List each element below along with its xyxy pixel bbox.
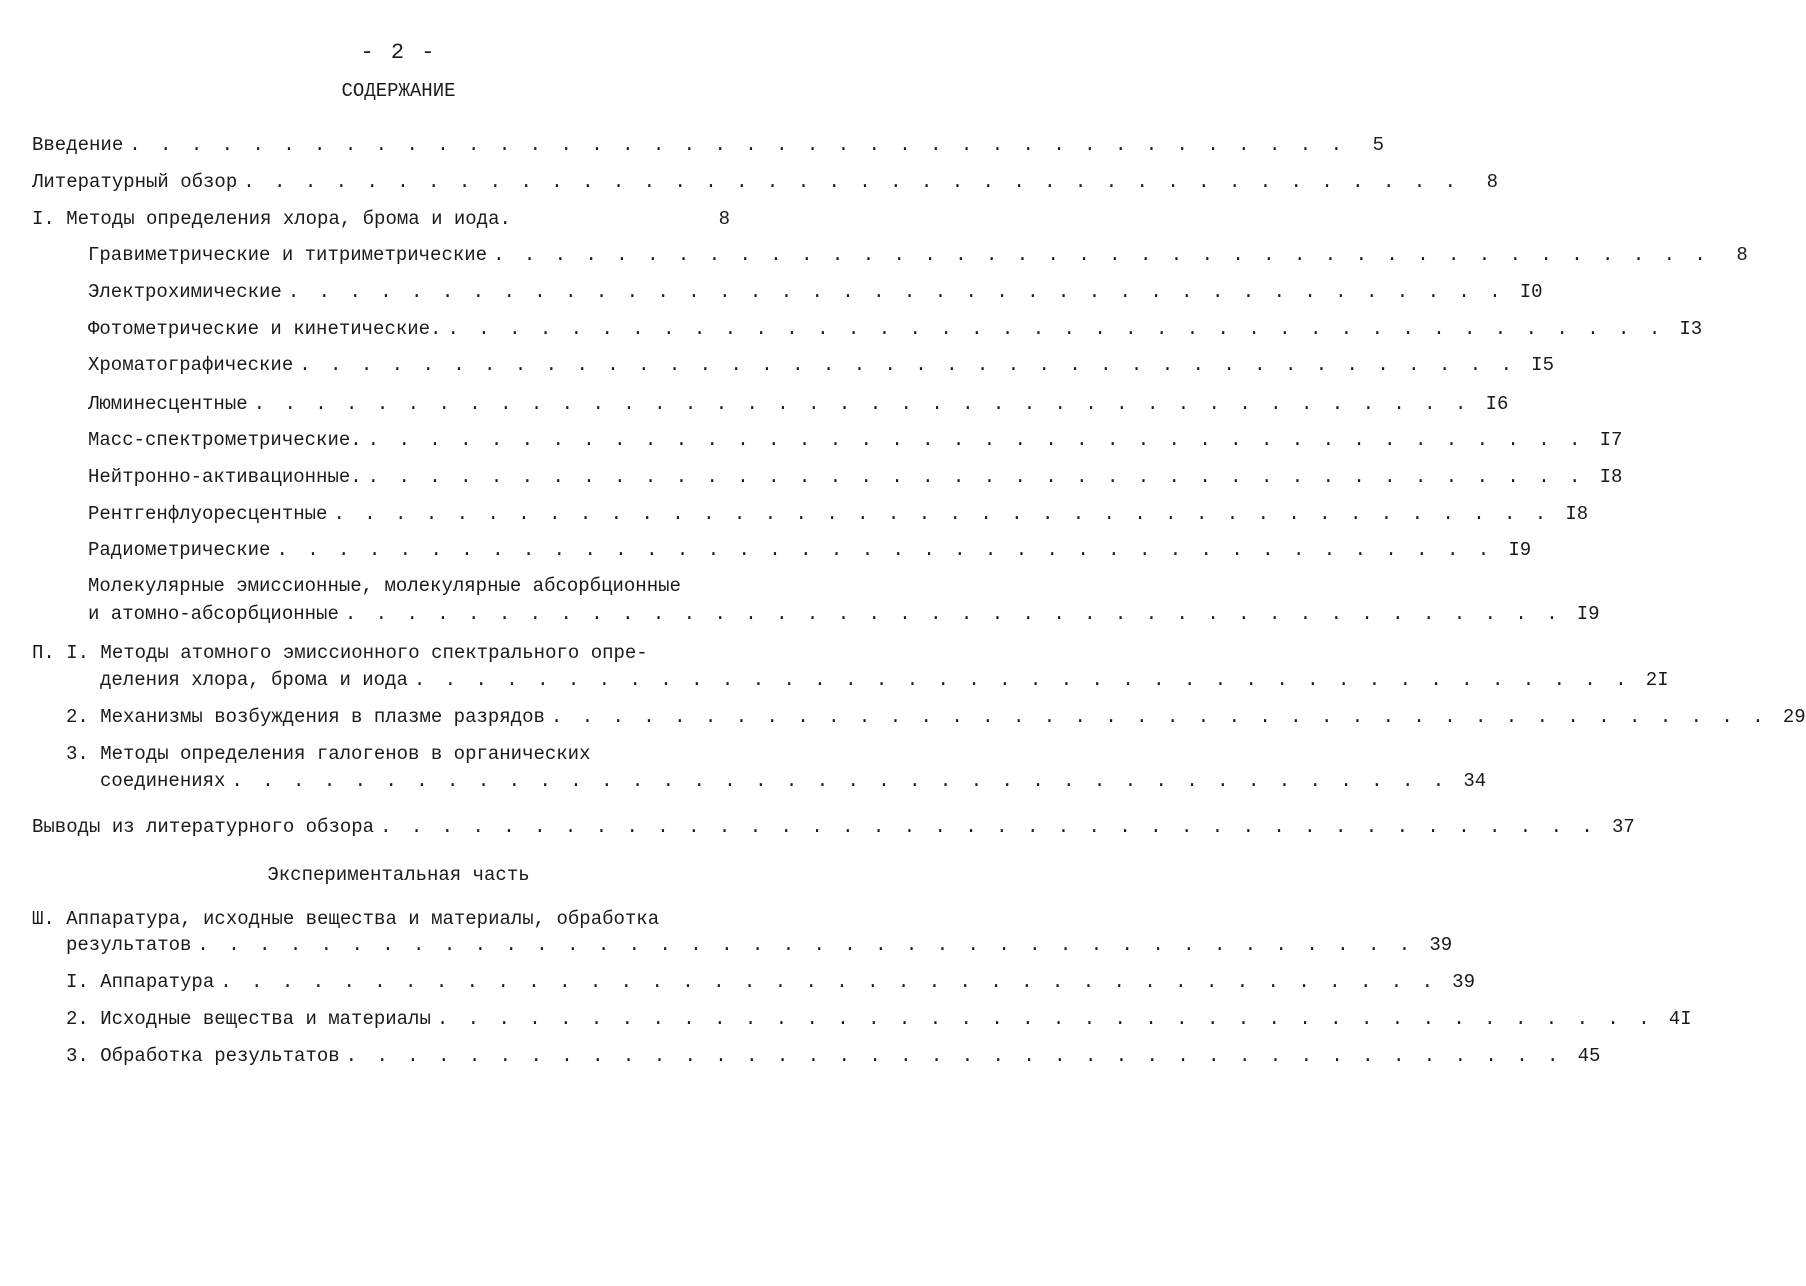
dot-leader: . . . . . . . . . . . . . . . . . . . . . . . . . . . . . . . . . . . . . . . . xyxy=(197,934,1415,956)
toc-entry-label: Масс-спектрометрические. xyxy=(88,429,362,451)
toc-entry-intro xyxy=(32,134,1384,160)
toc-subentry xyxy=(66,971,1475,997)
dot-leader: . . . . . . . . . . . . . . . . . . . . . . . . . . . . . . . . . . . . . . . . xyxy=(367,429,1585,451)
dot-leader: . . . . . . . . . . . . . . . . . . . . . . . . . . . . . . . . . . . . . . . . xyxy=(243,171,1460,193)
toc-entry-page: 5 xyxy=(1372,134,1384,156)
toc-entry-label: 3. Обработка результатов xyxy=(66,1045,340,1067)
toc-subentry xyxy=(88,539,1532,565)
dot-leader: . . . . . . . . . . . . . . . . . . . . . . . . . . . . . . . . . . . . . . . . xyxy=(413,669,1631,691)
dot-leader: . . . . . . . . . . . . . . . . . . . . . . . . . . . . . . . . . . . . . . . . xyxy=(367,466,1585,488)
toc-entry-label: Литературный обзор xyxy=(32,171,238,193)
dot-leader: . . . . . . . . . . . . . . . . . . . . . . . . . . . . . . . . . . . . . . . . xyxy=(220,971,1437,993)
toc-entry-chapter-2-3 xyxy=(100,770,1487,796)
toc-entry-page: 8 xyxy=(718,208,730,230)
dot-leader: . . . . . . . . . . . . . . . . . . . . . . . . . . . . . . . . . . . . . . . . xyxy=(299,354,1516,376)
dot-leader: . . . . . . . . . . . . . . . . . . . . . . . . . . . . . . . . . . . . . . . . xyxy=(333,503,1551,525)
toc-entry-page: I0 xyxy=(1519,281,1543,303)
toc-entry-label: Выводы из литературного обзора xyxy=(32,816,375,838)
toc-entry-line: Молекулярные эмиссионные, молекулярные абсорбционные xyxy=(88,575,681,597)
toc-entry-chapter-2-1 xyxy=(100,669,1669,695)
toc-entry-line: П. I. Методы атомного эмиссионного спектрального опре- xyxy=(32,642,648,664)
toc-entry-page: I7 xyxy=(1599,429,1623,451)
toc-subentry-molecular xyxy=(88,603,1600,629)
toc-subentry xyxy=(66,1008,1692,1034)
toc-entry-label: результатов xyxy=(66,934,192,956)
toc-entry-label: I. Аппаратура xyxy=(66,971,215,993)
dot-leader: . . . . . . . . . . . . . . . . . . . . . . . . . . . . . . . . . . . . . . . . xyxy=(550,706,1768,728)
toc-entry-label: 2. Исходные вещества и материалы xyxy=(66,1008,431,1030)
toc-entry-page: 39 xyxy=(1429,934,1453,956)
page-number: - 2 - xyxy=(360,40,437,65)
toc-entry-page: 4I xyxy=(1668,1008,1692,1030)
toc-entry-page: 34 xyxy=(1463,770,1487,792)
toc-entry-label: Люминесцентные xyxy=(88,393,248,415)
toc-entry-lit-review xyxy=(32,171,1498,197)
dot-leader: . . . . . . . . . . . . . . . . . . . . . . . . . . . . . . . . . . . . . . . . xyxy=(253,393,1471,415)
toc-entry-page: I3 xyxy=(1679,318,1703,340)
dot-leader: . . . . . . . . . . . . . . . . . . . . . . . . . . . . . . . . . . . . . . . . xyxy=(129,134,1346,156)
toc-entry-page: I6 xyxy=(1485,393,1509,415)
toc-entry-label: Хроматографические xyxy=(88,354,294,376)
toc-entry-label: Введение xyxy=(32,134,124,156)
dot-leader: . . . . . . . . . . . . . . . . . . . . . . . . . . . . . . . . . . . . . . . . xyxy=(436,1008,1654,1030)
toc-entry-page: I5 xyxy=(1531,354,1554,376)
toc-entry-label: соединениях xyxy=(100,770,226,792)
toc-entry-page: 8 xyxy=(1736,244,1748,266)
toc-subentry xyxy=(66,1045,1601,1071)
dot-leader: . . . . . . . . . . . . . . . . . . . . . . . . . . . . . . . . . . . . . . . . xyxy=(447,318,1665,340)
toc-entry-chapter-3 xyxy=(66,934,1453,960)
toc-subentry xyxy=(88,393,1509,419)
section-heading-experimental: Экспериментальная часть xyxy=(267,864,530,886)
toc-subentry xyxy=(88,429,1623,455)
toc-entry-conclusions xyxy=(32,816,1635,842)
dot-leader: . . . . . . . . . . . . . . . . . . . . . . . . . . . . . . . . . . . . . . . . xyxy=(287,281,1505,303)
dot-leader: . . . . . . . . . . . . . . . . . . . . . . . . . . . . . . . . . . . . . . . . xyxy=(276,539,1494,561)
toc-entry-page: I8 xyxy=(1599,466,1623,488)
toc-entry-label: и атомно-абсорбционные xyxy=(88,603,339,625)
toc-entry-line: Ш. Аппаратура, исходные вещества и материалы, обработка xyxy=(32,908,660,930)
toc-subentry xyxy=(88,466,1623,492)
toc-entry-page: 29 xyxy=(1782,706,1806,728)
toc-entry-line: 3. Методы определения галогенов в органических xyxy=(66,743,591,765)
toc-subentry xyxy=(88,281,1543,307)
toc-subentry xyxy=(88,318,1703,344)
toc-entry-label: Радиометрические xyxy=(88,539,271,561)
toc-entry-page: 2I xyxy=(1645,669,1669,691)
toc-entry-label: Рентгенфлуоресцентные xyxy=(88,503,328,525)
toc-entry-label: I. Методы определения хлора, брома и иода. xyxy=(32,208,511,230)
toc-entry-label: деления хлора, брома и иода xyxy=(100,669,408,691)
dot-leader: . . . . . . . . . . . . . . . . . . . . . . . . . . . . . . . . . . . . . . . . xyxy=(493,244,1710,266)
toc-subentry xyxy=(88,503,1589,529)
page-title: СОДЕРЖАНИЕ xyxy=(341,80,456,102)
toc-entry-page: I8 xyxy=(1565,503,1589,525)
toc-subentry xyxy=(88,354,1554,380)
toc-entry-label: Фотометрические и кинетические. xyxy=(88,318,442,340)
toc-entry-label: Нейтронно-активационные. xyxy=(88,466,362,488)
toc-entry-label: 2. Механизмы возбуждения в плазме разрядов xyxy=(66,706,545,728)
toc-entry-label: Электрохимические xyxy=(88,281,282,303)
toc-entry-page: 37 xyxy=(1612,816,1635,838)
toc-entry-page: I9 xyxy=(1576,603,1600,625)
toc-entry-chapter-1 xyxy=(32,208,730,234)
toc-entry-label: Гравиметрические и титриметрические xyxy=(88,244,488,266)
toc-entry-page: 39 xyxy=(1452,971,1475,993)
dot-leader: . . . . . . . . . . . . . . . . . . . . . . . . . . . . . . . . . . . . . . . . xyxy=(345,1045,1563,1067)
toc-subentry xyxy=(88,244,1748,270)
toc-entry-chapter-2-2 xyxy=(66,706,1806,732)
dot-leader: . . . . . . . . . . . . . . . . . . . . . . . . . . . . . . . . . . . . . . . . xyxy=(380,816,1597,838)
dot-leader: . . . . . . . . . . . . . . . . . . . . . . . . . . . . . . . . . . . . . . . . xyxy=(344,603,1562,625)
toc-entry-page: 45 xyxy=(1577,1045,1601,1067)
toc-entry-page: I9 xyxy=(1508,539,1532,561)
dot-leader: . . . . . . . . . . . . . . . . . . . . . . . . . . . . . . . . . . . . . . . . xyxy=(231,770,1449,792)
toc-entry-page: 8 xyxy=(1486,171,1498,193)
